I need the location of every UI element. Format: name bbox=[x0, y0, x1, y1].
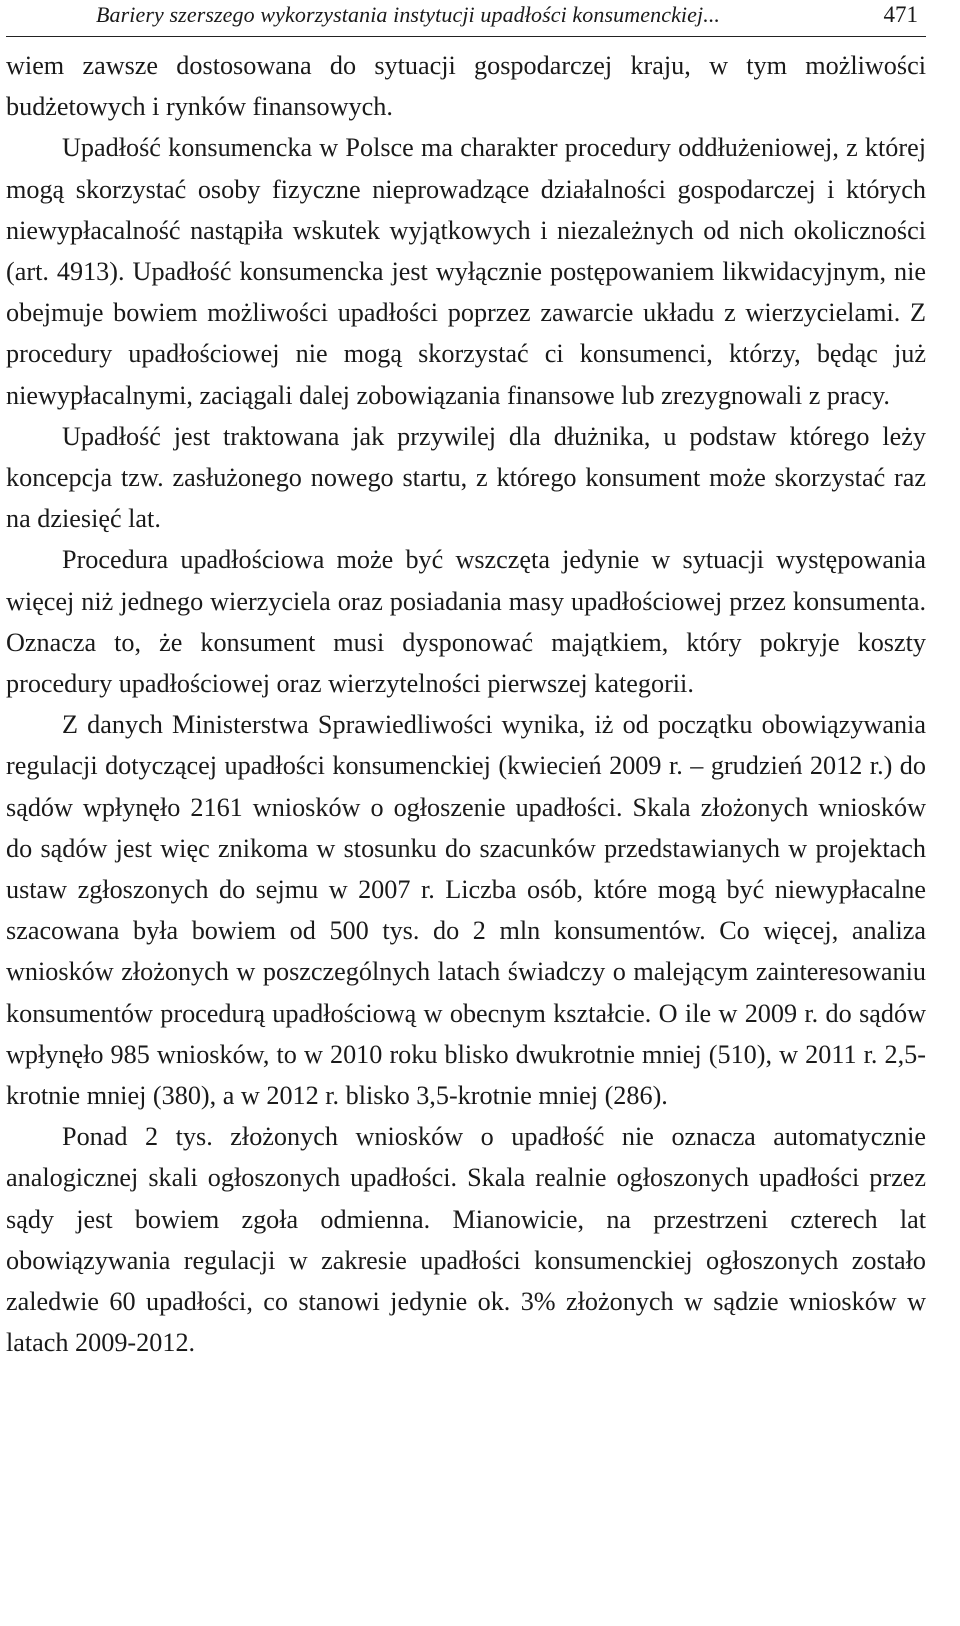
body-text bbox=[6, 45, 926, 1364]
page-number: 471 bbox=[883, 2, 918, 27]
paragraph-consumer-bankruptcy-nature: Upadłość konsumencka w Polsce ma charakter procedury oddłużeniowej, z której mogą skorzystać osoby fizyczne nieprowadzące działalności gospodarczej i których niewypłacalność nastąpiła wskutek wyjątkowych i niezależnych od nich okoliczności (art. 4913). Upadłość konsumencka jest wyłącznie postępowaniem likwidacyjnym, nie obejmuje bowiem możliwości upadłości poprzez zawarcie układu z wierzycielami. Z procedury upadłościowej nie mogą skorzystać ci konsumenci, którzy, będąc już niewypłacalnymi, zaciągali dalej zobowiązania finansowe lub zrezygnowali z pracy. bbox=[6, 133, 926, 410]
paragraph-ministry-data: Z danych Ministerstwa Sprawiedliwości wynika, iż od początku obowiązywania regulacji dotyczącej upadłości konsumenckiej (kwiecień 2009 r. – grudzień 2012 r.) do sądów wpłynęło 2161 wniosków o ogłoszenie upadłości. Skala złożonych wniosków do sądów jest więc znikoma w stosunku do szacunków przedstawianych w projektach ustaw zgłoszonych do sejmu w 2007 r. Liczba osób, które mogą być niewypłacalne szacowana była bowiem od 500 tys. do 2 mln konsumentów. Co więcej, analiza wniosków złożonych w poszczególnych latach świadczy o malejącym zainteresowaniu konsumentów procedurą upadłościową w obecnym kształcie. O ile w 2009 r. do sądów wpłynęło 985 wniosków, to w 2010 roku blisko dwukrotnie mniej (510), w 2011 r. 2,5-krotnie mniej (380), a w 2012 r. blisko 3,5-krotnie mniej (286). bbox=[6, 710, 926, 1111]
paragraph-continued: wiem zawsze dostosowana do sytuacji gospodarczej kraju, w tym możliwości budżetowych i rynków finansowych. bbox=[6, 51, 926, 122]
running-title: Bariery szerszego wykorzystania instytucji upadłości konsumenckiej... bbox=[96, 2, 721, 27]
paragraph-declared-bankruptcies: Ponad 2 tys. złożonych wniosków o upadłość nie oznacza automatycznie analogicznej skali ogłoszonych upadłości. Skala realnie ogłoszonych upadłości przez sądy jest bowiem zgoła odmienna. Mianowicie, na przestrzeni czterech lat obowiązywania regulacji w zakresie upadłości konsumenckiej ogłoszonych zostało zaledwie 60 upadłości, co stanowi jedynie ok. 3% złożonych w sądzie wniosków w latach 2009-2012. bbox=[6, 1122, 926, 1358]
running-header bbox=[6, 0, 926, 37]
paragraph-procedure-conditions: Procedura upadłościowa może być wszczęta jedynie w sytuacji występowania więcej niż jednego wierzyciela oraz posiadania masy upadłościowej przez konsumenta. Oznacza to, że konsument musi dysponować majątkiem, który pokryje koszty procedury upadłościowej oraz wierzytelności pierwszej kategorii. bbox=[6, 545, 926, 699]
document-page bbox=[6, 0, 926, 1364]
paragraph-privilege: Upadłość jest traktowana jak przywilej dla dłużnika, u podstaw którego leży koncepcja tzw. zasłużonego nowego startu, z którego konsument może skorzystać raz na dziesięć lat. bbox=[6, 421, 926, 534]
